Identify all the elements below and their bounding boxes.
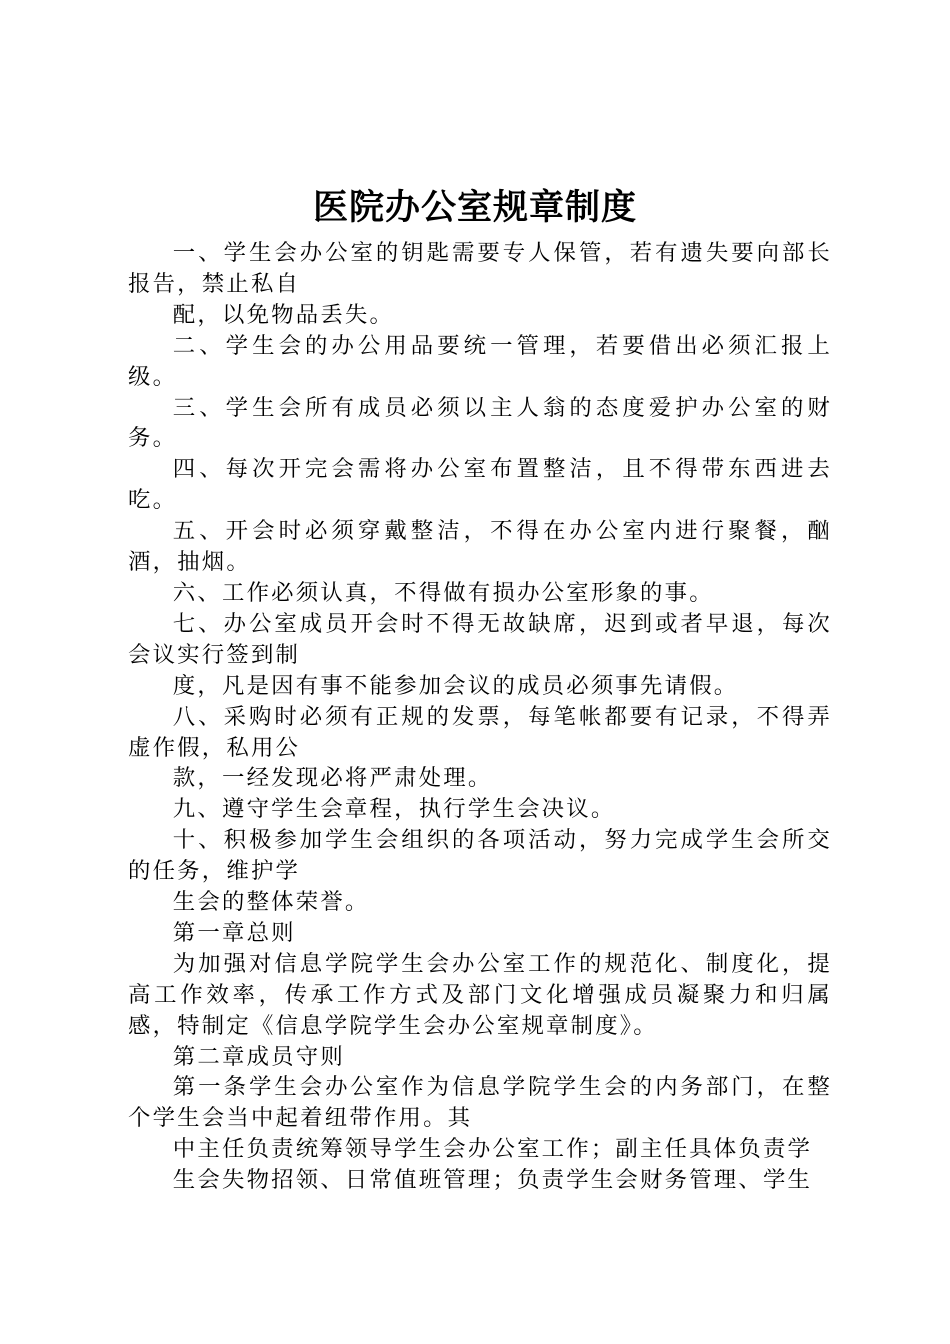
paragraph: 二、学生会的办公用品要统一管理，若要借出必须汇报上级。 xyxy=(128,332,832,390)
paragraph-continuation: 中主任负责统筹领导学生会办公室工作；副主任具体负责学生会失物招领、日常值班管理；负责学生会财务管理、学生 xyxy=(172,1136,813,1194)
document-title: 医院办公室规章制度 xyxy=(312,187,637,228)
paragraph-continuation: 款，一经发现必将严肃处理。 xyxy=(172,765,493,792)
paragraph-continuation: 度，凡是因有事不能参加会议的成员必须事先请假。 xyxy=(172,672,739,699)
paragraph: 三、学生会所有成员必须以主人翁的态度爱护办公室的财务。 xyxy=(128,394,832,452)
paragraph: 五、开会时必须穿戴整洁，不得在办公室内进行聚餐，酗酒，抽烟。 xyxy=(128,518,832,576)
paragraph: 八、采购时必须有正规的发票，每笔帐都要有记录，不得弄虚作假，私用公 xyxy=(128,703,832,761)
paragraph: 第一条学生会办公室作为信息学院学生会的内务部门，在整个学生会当中起着纽带作用。其 xyxy=(128,1074,832,1132)
chapter-heading: 第一章总则 xyxy=(172,919,296,946)
document-body xyxy=(128,238,832,1196)
paragraph: 四、每次开完会需将办公室布置整洁，且不得带东西进去吃。 xyxy=(128,456,832,514)
paragraph: 六、工作必须认真，不得做有损办公室形象的事。 xyxy=(172,579,714,606)
paragraph-continuation: 生会的整体荣誉。 xyxy=(172,889,370,916)
paragraph: 一、学生会办公室的钥匙需要专人保管，若有遗失要向部长报告，禁止私自 xyxy=(128,240,832,297)
paragraph-continuation: 配，以免物品丢失。 xyxy=(172,301,395,328)
paragraph: 九、遵守学生会章程，执行学生会决议。 xyxy=(172,796,616,823)
paragraph: 十、积极参加学生会组织的各项活动，努力完成学生会所交的任务，维护学 xyxy=(128,827,832,885)
chapter-heading: 第二章成员守则 xyxy=(172,1043,345,1070)
paragraph: 七、办公室成员开会时不得无故缺席，迟到或者早退，每次会议实行签到制 xyxy=(128,610,832,668)
paragraph: 为加强对信息学院学生会办公室工作的规范化、制度化，提高工作效率，传承工作方式及部门文化增强成员凝聚力和归属感，特制定《信息学院学生会办公室规章制度》。 xyxy=(128,950,832,1039)
